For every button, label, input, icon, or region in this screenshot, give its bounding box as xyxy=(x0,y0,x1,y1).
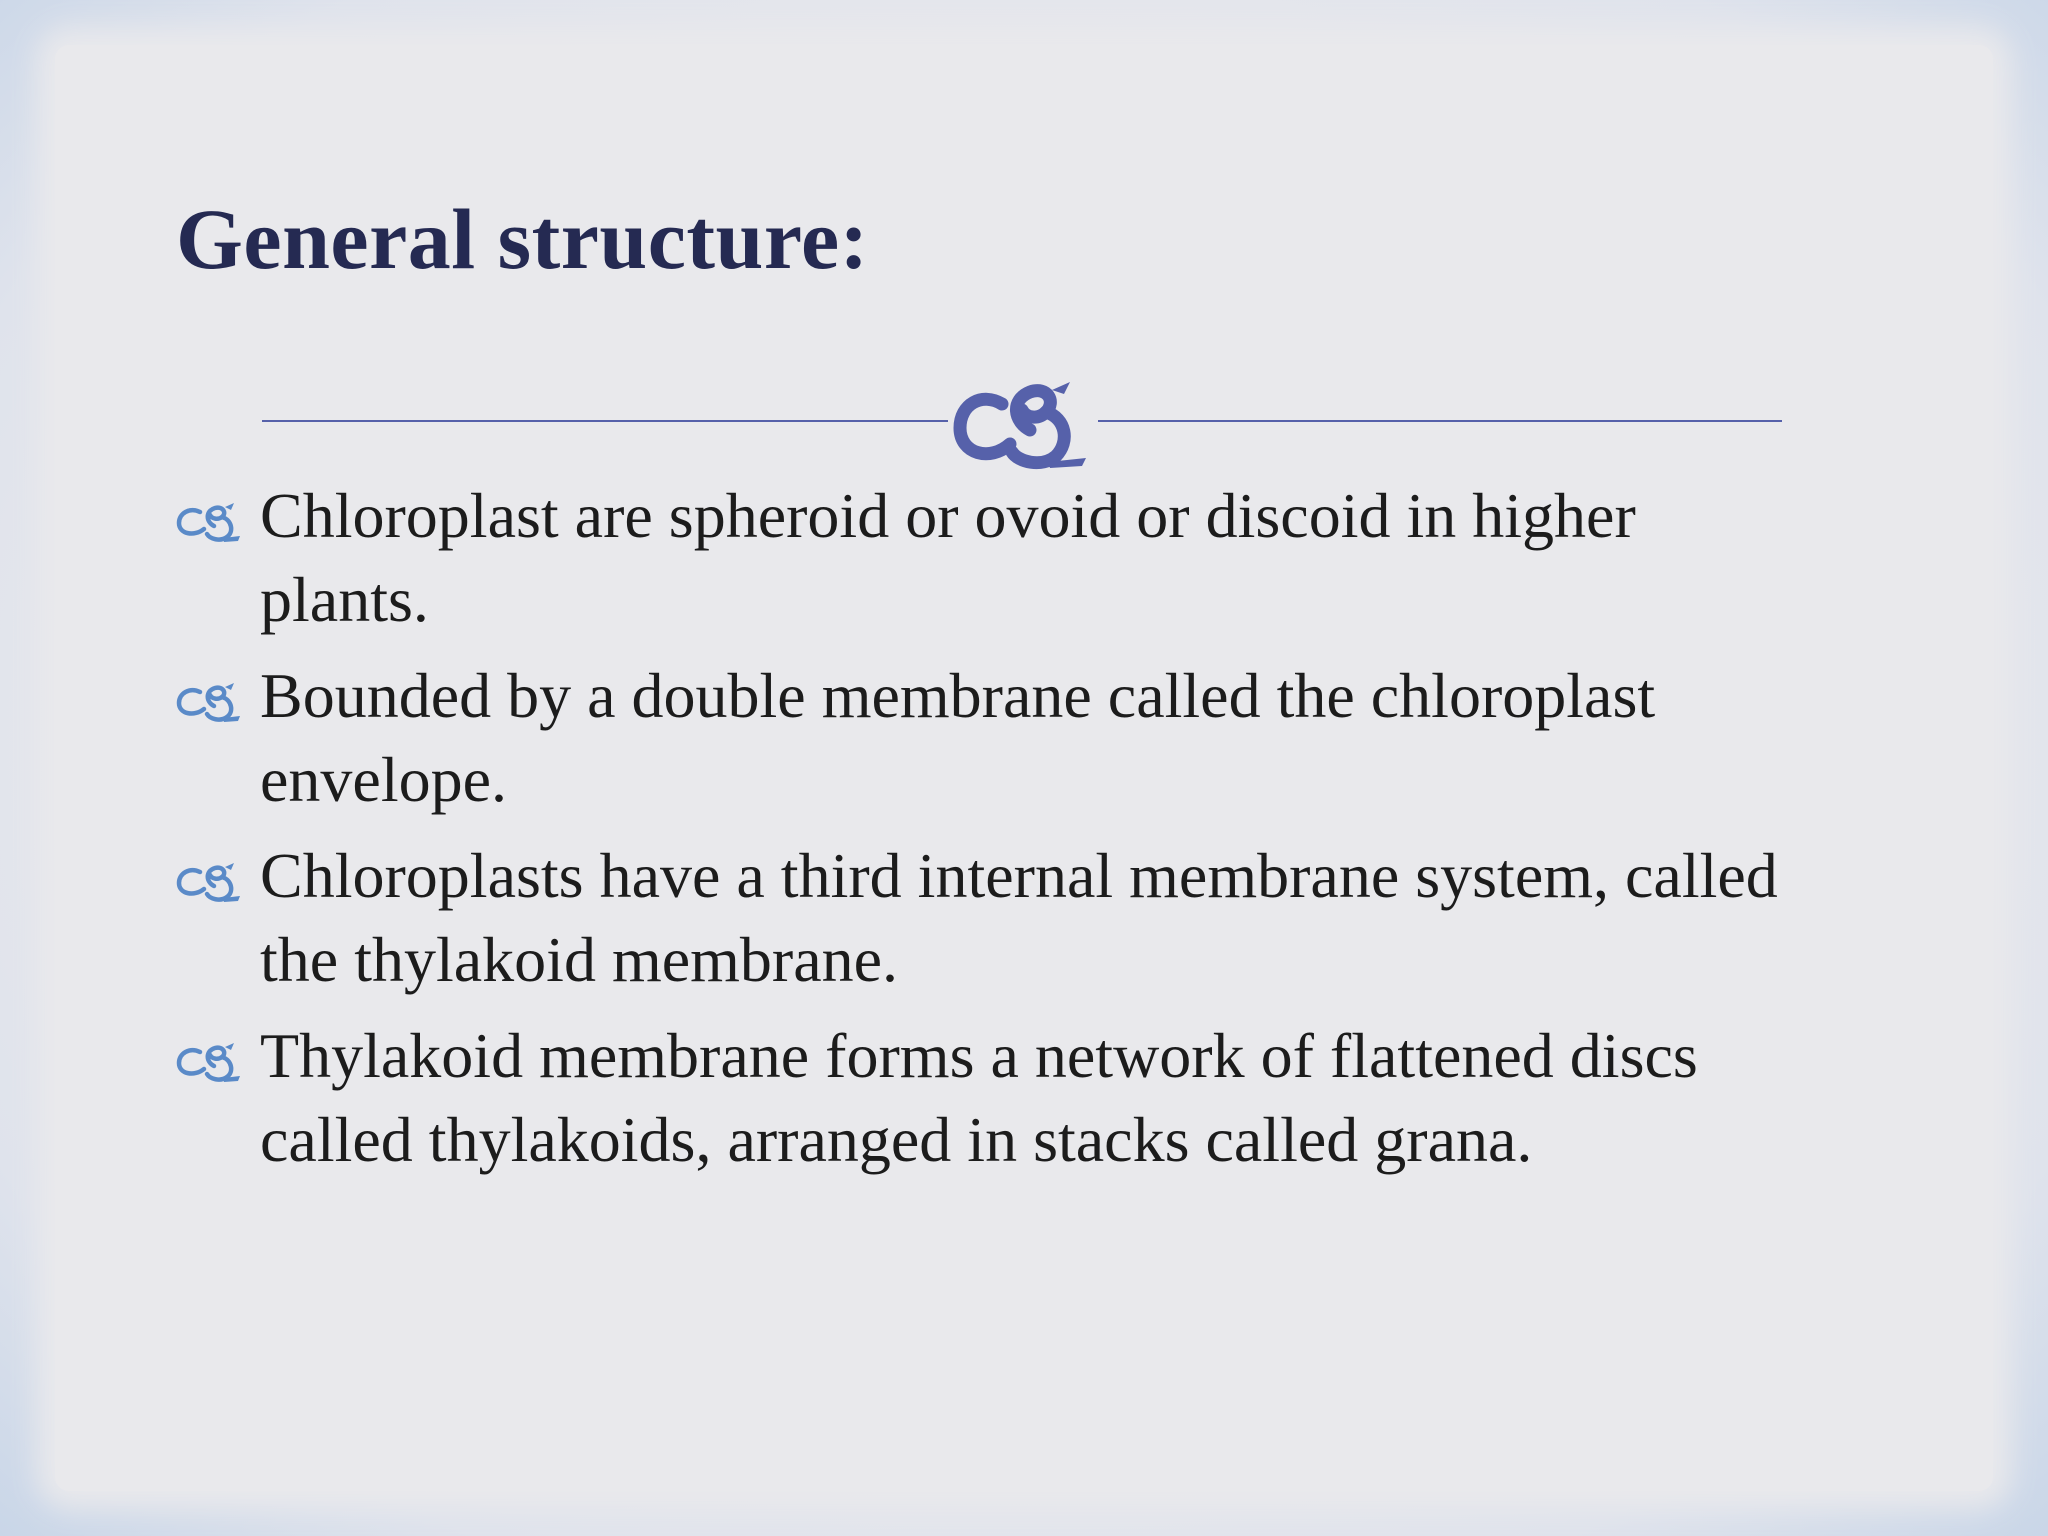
bullet-text: Bounded by a double membrane called the chloroplast envelope. xyxy=(260,660,1656,815)
bullet-text: Chloroplasts have a third internal membrane system, called the thylakoid membrane. xyxy=(260,840,1778,995)
bullet-item xyxy=(176,834,1816,1002)
slide-title: General structure: xyxy=(176,191,869,287)
bullet-text: Chloroplast are spheroid or ovoid or discoid in higher plants. xyxy=(260,480,1636,635)
flourish-ornament-icon xyxy=(952,378,1094,470)
flourish-bullet-icon xyxy=(176,1042,246,1082)
bullet-list xyxy=(176,474,1816,1194)
flourish-bullet-icon xyxy=(176,502,246,542)
bullet-item xyxy=(176,654,1816,822)
divider-ornament xyxy=(948,378,1098,470)
bullet-item xyxy=(176,1014,1816,1182)
bullet-item xyxy=(176,474,1816,642)
flourish-bullet-icon xyxy=(176,682,246,722)
flourish-bullet-icon xyxy=(176,862,246,902)
bullet-text: Thylakoid membrane forms a network of flattened discs called thylakoids, arranged in stacks called grana. xyxy=(260,1020,1698,1175)
